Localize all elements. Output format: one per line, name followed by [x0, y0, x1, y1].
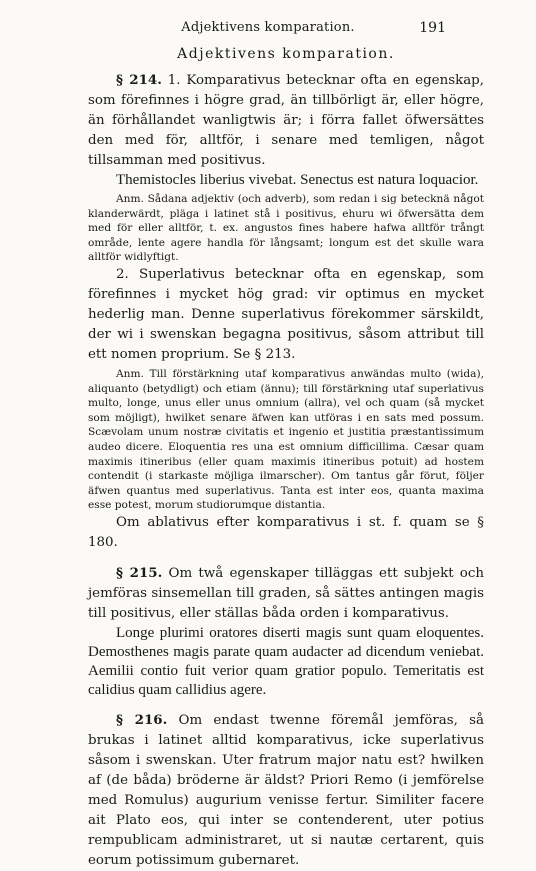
paragraph-216-text: Om endast twenne föremål jemföras, så brukas i latinet alltid komparativus, icke superlativus såsom i swenskan. Uter fratrum major natu est? hwilken af (de båda) bröderne är äldst? Priori Remo (i jemförelse med Romulus) augurium venisse fertur. Similiter facere ait Plato eos, qui inter se contenderent, uter potius rempublicam administraret, ut si nautæ certarent, quis eorum potissimum gubernaret.: [88, 712, 484, 868]
running-head-title: Adjektivens komparation.: [181, 20, 355, 35]
page-number: 191: [419, 20, 446, 36]
section-number-216: § 216.: [116, 711, 168, 728]
paragraph-214-part-2: 2. Superlativus betecknar ofta en egenskap, som förefinnes i mycket hög grad: vir optimus en mycket hederlig man. Denne superlativus förekommer särskildt, der wi i swenskan begagna positivus, såsom attribut till ett nomen proprium. Se § 213.: [88, 266, 484, 362]
note-2: Anm. Till förstärkning utaf komparativus anwändas multo (wida), aliquanto (betydligt) och etiam (ännu); till förstärkning utaf superlativus multo, longe, unus eller unus omnium (allra), vel och quam (så mycket som möjligt), hwilket senare äfwen kan utföras i en sats med possum. Scævolam unum nostræ civitatis et ingenio et justitia præstantissimum audeo dicere. Eloquentia res una est omnium difficillima. Cæsar quam maximis itineribus (eller quam maximis itineribus potuit) ad hostem contendit (i starkaste möjliga ilmarscher). Om tantus går förut, följer äfwen quantus med superlativus. Tanta est inter eos, quanta maxima esse potest, morum studiorumque distantia.: [88, 367, 484, 512]
note-1: Anm. Sådana adjektiv (och adverb), som redan i sig betecknä något klanderwärdt, pläga i latinet stå i positivus, ehuru wi öfwersätta dem med för eller alltför, t. ex. angustos fines habere hafwa alltför trångt område, lente agere handla för långsamt; longum est det skulle wara alltför widlyftigt.: [88, 193, 484, 264]
paragraph-215-text: Om twå egenskaper tilläggas ett subjekt och jemföras sinsemellan till graden, så sättes antingen magis till positivus, eller ställas båda orden i komparativus.: [88, 565, 484, 621]
section-number-214: § 214.: [116, 72, 162, 88]
latin-example-1: Themistocles liberius vivebat. Senectus est natura loquacior.: [116, 172, 479, 188]
section-title: Adjektivens komparation.: [177, 46, 395, 62]
paragraph-216: [88, 710, 484, 871]
section-number-215: § 215.: [116, 564, 163, 581]
paragraph-215: [88, 563, 484, 624]
latin-example-2: Longe plurimi oratores diserti magis sunt quam eloquentes. Demosthenes magis parate quam audacter ad dicendum veniebat. Aemilii contio fuit verior quam gratior populo. Temeritatis est calidius quam callidius agere.: [88, 624, 484, 698]
spacer: [88, 700, 484, 710]
spacer: [88, 553, 484, 563]
paragraph-214: [88, 70, 484, 171]
paragraph-214-text: 1. Komparativus betecknar ofta en egenskap, som förefinnes i högre grad, än tillbörligt är, eller högre, än förhållandet wanligtwis är; i förra fallet öfwersättes den med för, alltför, i senare med temligen, något tillsamman med positivus.: [88, 73, 485, 168]
body-text: [88, 42, 484, 871]
paragraph-214-end: Om ablativus efter komparativus i st. f. quam se § 180.: [88, 514, 484, 550]
running-head: [0, 20, 536, 38]
